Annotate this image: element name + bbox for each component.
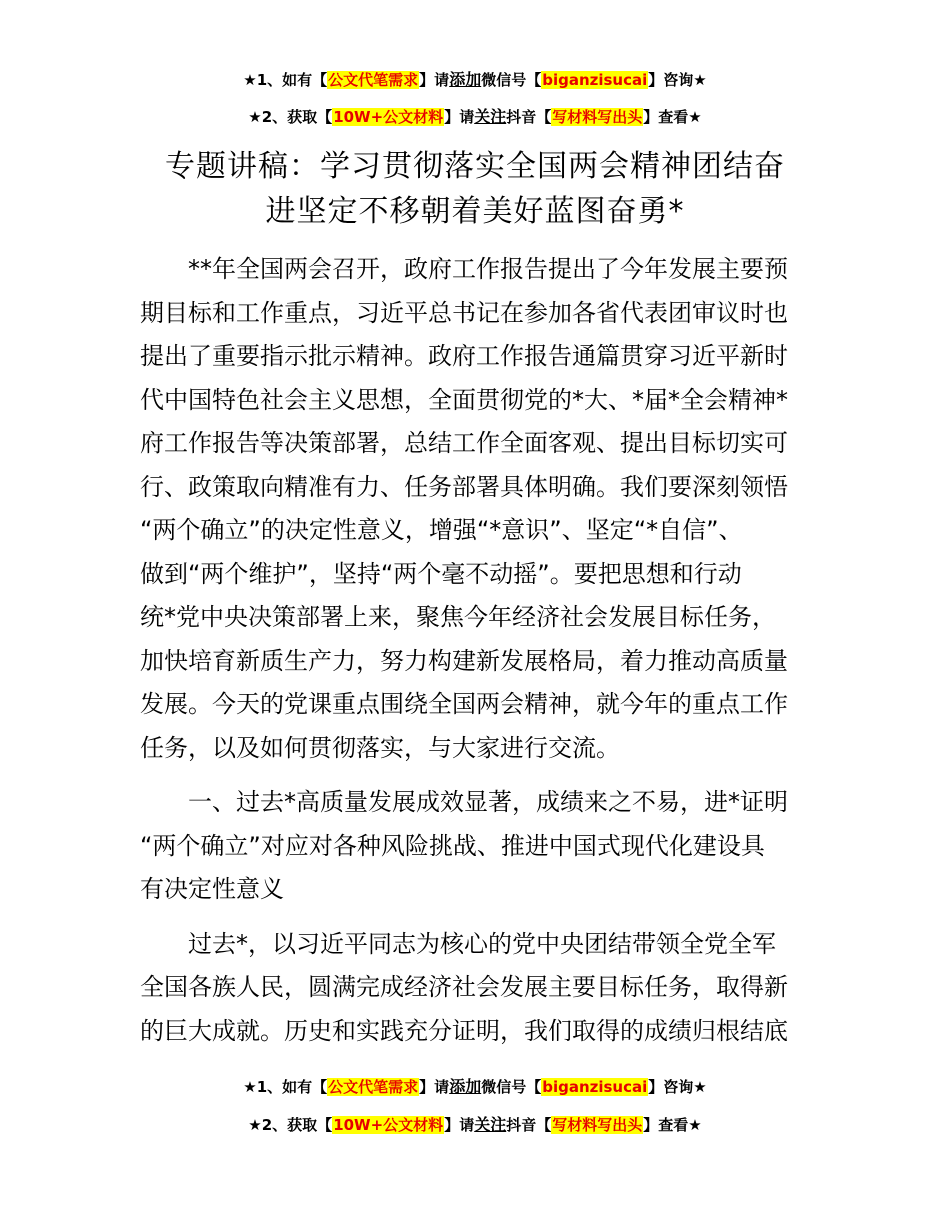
text-line: 代中国特色社会主义思想，全面贯彻党的*大、*届*全会精神* (140, 385, 788, 414)
banner-text: ★2、获取【 (248, 108, 333, 126)
banner-text: 】查看★ (643, 1116, 702, 1134)
banner-text: 微信号【 (481, 1078, 542, 1096)
wechat-id-highlight: biganzisucai (542, 71, 648, 89)
title-line-1: 专题讲稿：学习贯彻落实全国两会精神团结奋 (165, 149, 785, 184)
banner-text: 微信号【 (481, 71, 542, 89)
text-line: 加快培育新质生产力，努力构建新发展格局，着力推动高质量 (140, 646, 788, 675)
text-line: 全国各族人民，圆满完成经济社会发展主要目标任务，取得新 (140, 973, 788, 1001)
banner-text: 】咨询★ (648, 1078, 707, 1096)
highlighted-keyword: 公文代笔需求 (328, 71, 419, 89)
banner-text: 抖音【 (506, 1116, 552, 1134)
highlighted-keyword: 公文代笔需求 (328, 1078, 419, 1096)
title-line-2: 进坚定不移朝着美好蓝图奋勇* (265, 194, 685, 229)
document-title (100, 144, 850, 234)
banner-text: ★2、获取【 (248, 1116, 333, 1134)
promo-banner-bottom-line-2 (0, 1114, 950, 1136)
emphasized-word: 关注 (474, 107, 507, 126)
banner-text: ★1、如有【 (243, 71, 328, 89)
banner-text: ★1、如有【 (243, 1078, 328, 1096)
text-line: 行、政策取向精准有力、任务部署具体明确。我们要深刻领悟 (140, 472, 788, 501)
text-line: 一、过去*高质量发展成效显著，成绩来之不易，进*证明 (188, 788, 788, 816)
douyin-account-highlight: 写材料写出头 (552, 1116, 643, 1134)
emphasized-word: 添加 (449, 1077, 482, 1096)
text-line: 的巨大成就。历史和实践充分证明，我们取得的成绩归根结底 (140, 1016, 788, 1045)
text-line: 过去*，以习近平同志为核心的党中央团结带领全党全军 (188, 929, 776, 958)
banner-text: 】请 (419, 71, 450, 89)
text-line: “两个确立”对应对各种风险挑战、推进中国式现代化建设具 (140, 831, 765, 860)
text-line: **年全国两会召开，政府工作报告提出了今年发展主要预 (188, 255, 788, 283)
promo-banner-top-line-1 (0, 69, 950, 91)
text-line: 任务，以及如何贯彻落实，与大家进行交流。 (140, 733, 620, 762)
banner-text: 】请 (419, 1078, 450, 1096)
banner-text: 】请 (444, 108, 475, 126)
document-body (140, 248, 820, 1064)
promo-banner-top-line-2 (0, 106, 950, 128)
text-line: 有决定性意义 (140, 875, 284, 903)
highlighted-keyword: 10W+公文材料 (333, 108, 444, 126)
text-line: 提出了重要指示批示精神。政府工作报告通篇贯穿习近平新时 (140, 342, 788, 370)
text-line: 期目标和工作重点，习近平总书记在参加各省代表团审议时也 (140, 298, 788, 327)
wechat-id-highlight: biganzisucai (542, 1078, 648, 1096)
banner-text: 抖音【 (506, 108, 552, 126)
text-line: 统*党中央决策部署上来，聚焦今年经济社会发展目标任务， (140, 603, 776, 631)
paragraph-intro (140, 248, 820, 770)
highlighted-keyword: 10W+公文材料 (333, 1116, 444, 1134)
text-line: 发展。今天的党课重点围绕全国两会精神，就今年的重点工作 (140, 690, 788, 718)
banner-text: 】请 (444, 1116, 475, 1134)
emphasized-word: 关注 (474, 1115, 507, 1134)
banner-text: 】咨询★ (648, 71, 707, 89)
douyin-account-highlight: 写材料写出头 (552, 108, 643, 126)
paragraph-section-1 (140, 923, 820, 1054)
banner-text: 】查看★ (643, 108, 702, 126)
section-heading-1 (140, 781, 820, 912)
promo-banner-bottom-line-1 (0, 1076, 950, 1098)
emphasized-word: 添加 (449, 70, 482, 89)
text-line: 做到“两个维护”，坚持“两个毫不动摇”。要把思想和行动 (140, 559, 742, 588)
text-line: 府工作报告等决策部署，总结工作全面客观、提出目标切实可 (140, 429, 788, 457)
text-line: “两个确立”的决定性意义，增强“*意识”、坚定“*自信”、 (140, 516, 743, 544)
